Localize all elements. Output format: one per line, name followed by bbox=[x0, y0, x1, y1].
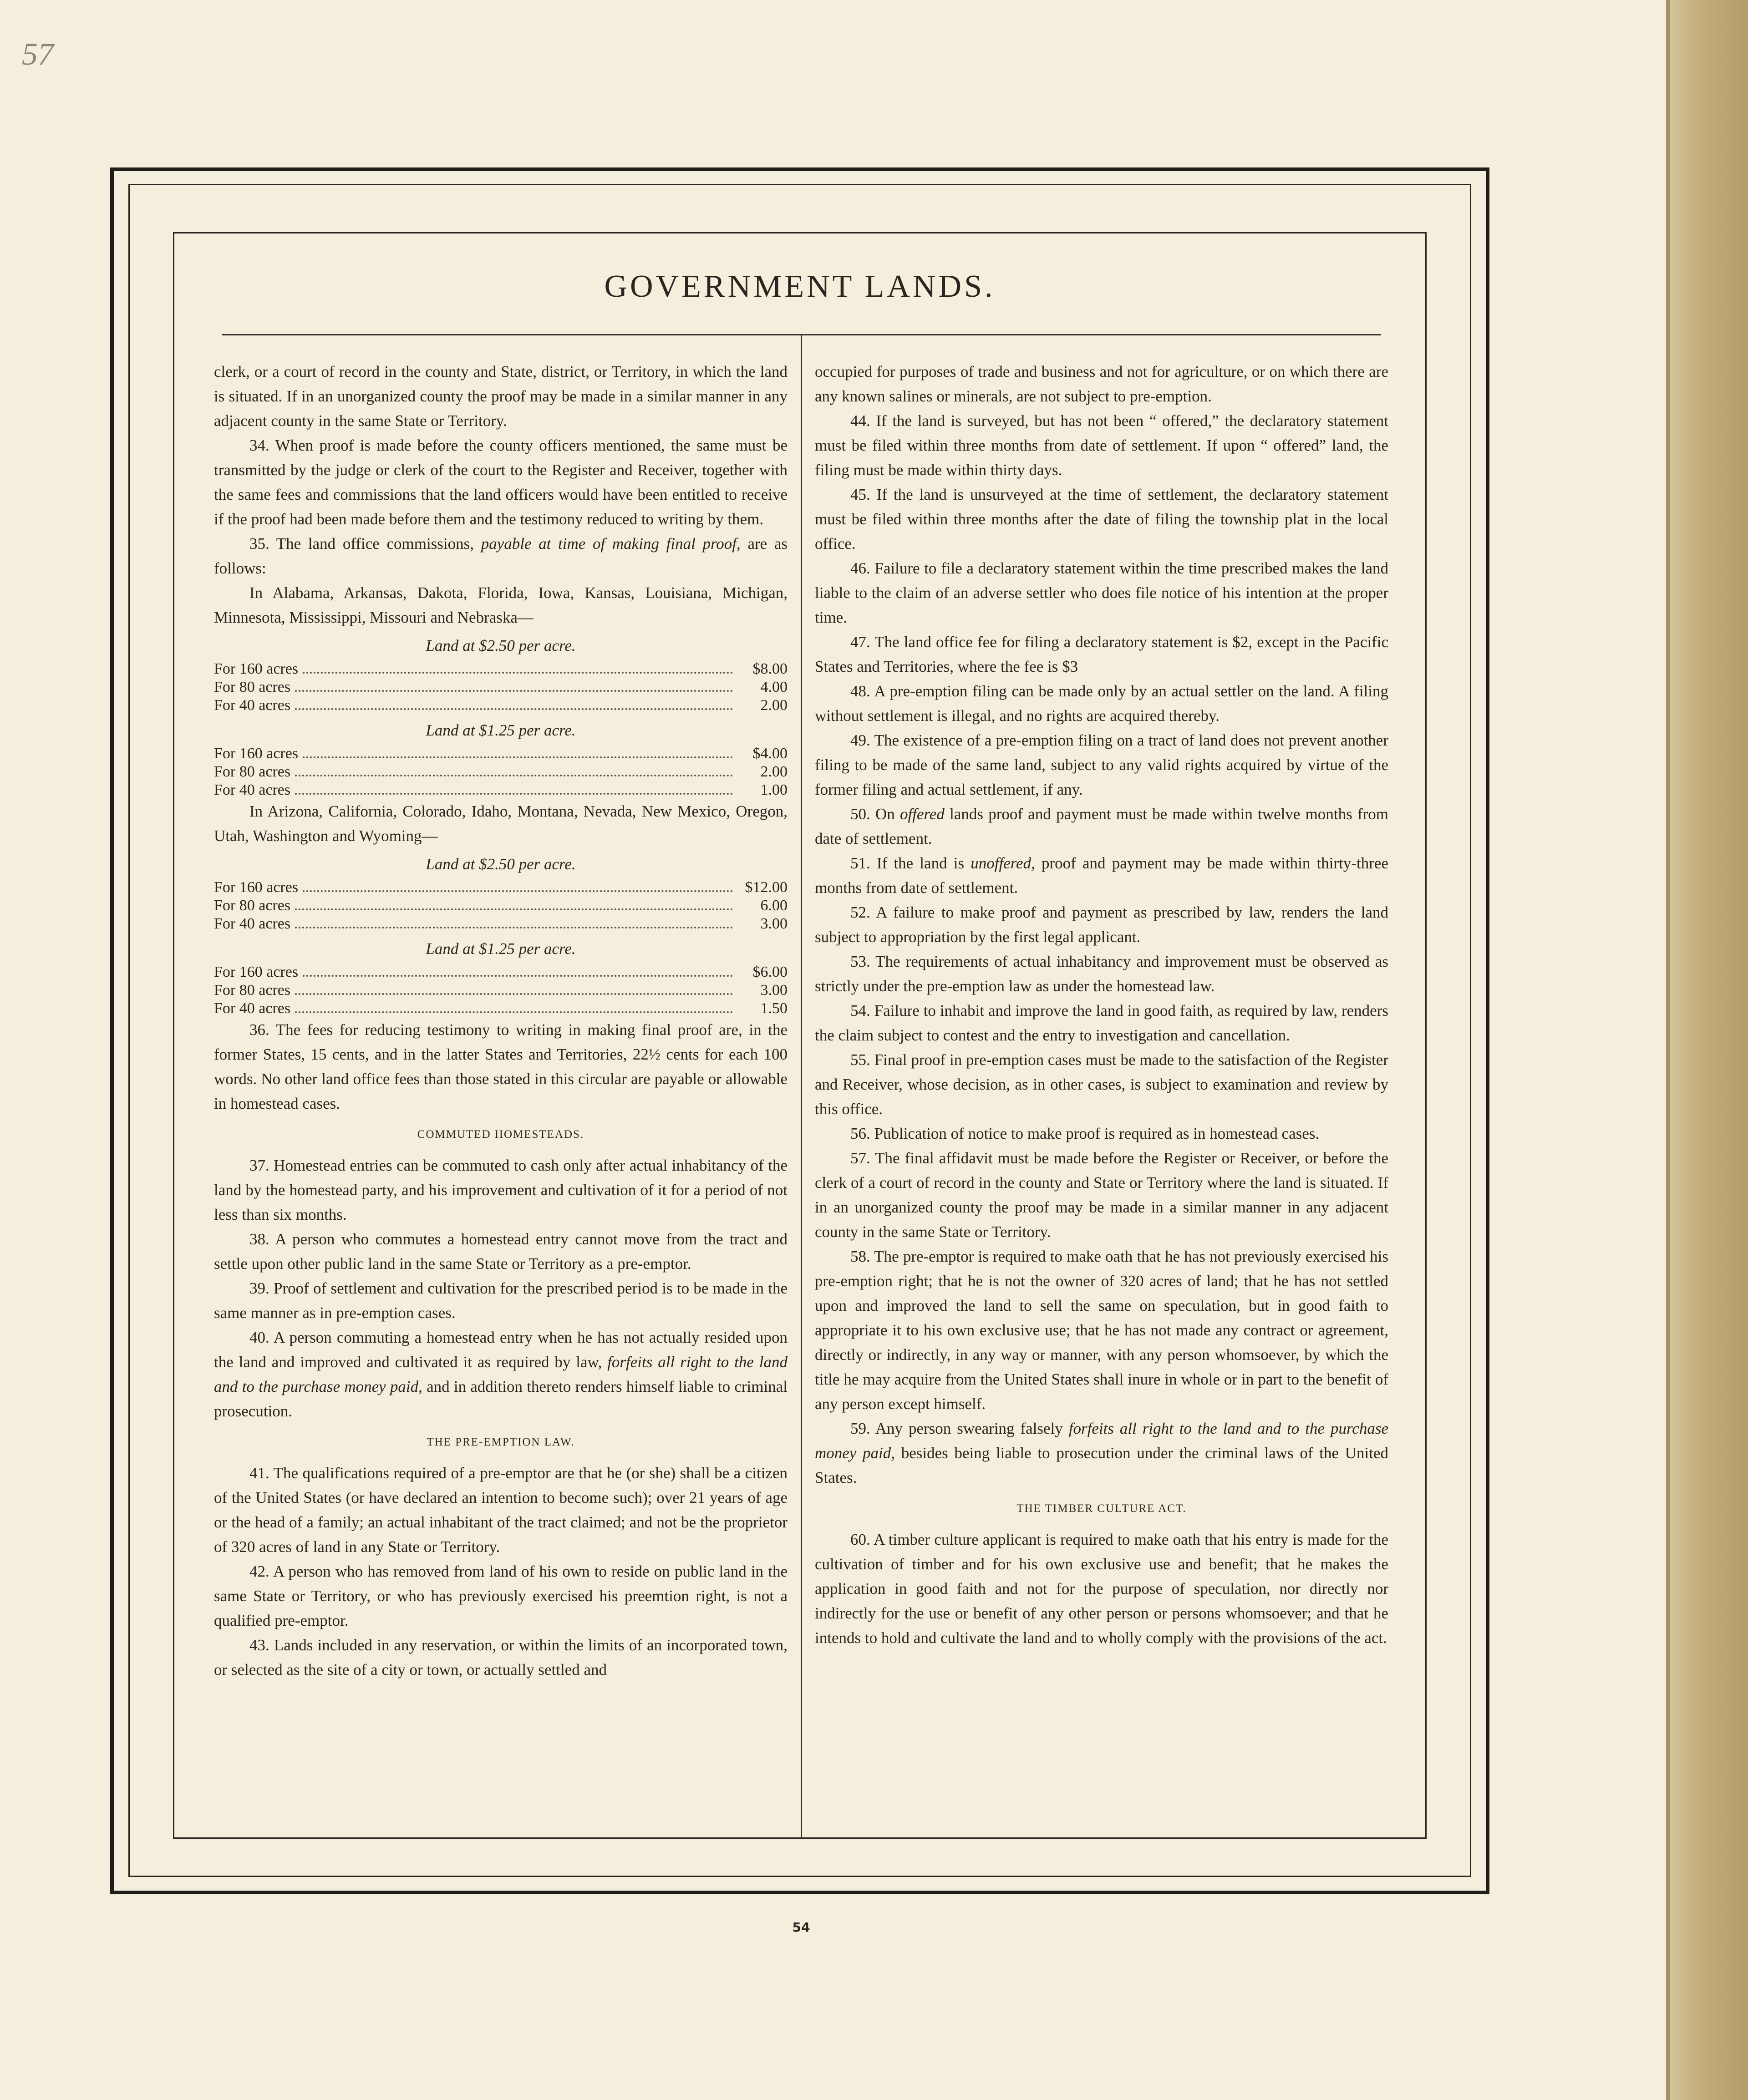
leader-dots bbox=[295, 775, 733, 776]
p50-text-b: lands proof and payment must be made within twelve months from date of settlement. bbox=[815, 805, 1389, 847]
paragraph-59 bbox=[815, 1416, 1388, 1490]
fee-label: For 160 acres bbox=[214, 660, 299, 677]
fee-row bbox=[214, 678, 788, 696]
paragraph-57: 57. The final affidavit must be made before the Register or Receiver, or before the clerk of a court of record in the county and State or Territory where the land is situated. If in an unorganized county the proof may be made in a similar manner in any adjacent county in the same State or Territory. bbox=[815, 1149, 1388, 1241]
leader-dots bbox=[295, 993, 733, 995]
p51-text-b: proof and payment may be made within thirty-three months from date of settlement. bbox=[815, 854, 1388, 897]
fee-table-1-heading: Land at $2.50 per acre. bbox=[426, 637, 576, 654]
fee-row bbox=[214, 781, 788, 799]
leader-dots bbox=[295, 793, 733, 795]
paragraph-48: 48. A pre-emption filing can be made only by an actual settler on the land. A filing without settlement is illegal, and no rights are acquired thereby. bbox=[815, 682, 1388, 725]
paragraph-38: 38. A person who commutes a homestead entry cannot move from the tract and settle upon other public land in the same State or Territory as a pre-emptor. bbox=[214, 1230, 788, 1273]
p59-text-b: besides being liable to prosecution under the criminal laws of the United States. bbox=[815, 1444, 1389, 1486]
p51-emphasis: unoffered, bbox=[971, 854, 1035, 872]
page-edge-binding bbox=[1670, 0, 1748, 2100]
fee-label: For 160 acres bbox=[214, 964, 299, 980]
page-title: GOVERNMENT LANDS. bbox=[604, 269, 996, 304]
paragraph-53: 53. The requirements of actual inhabitancy and improvement must be observed as strictly under the pre-emption law as under the homestead law. bbox=[815, 953, 1388, 995]
fee-label: For 80 acres bbox=[214, 897, 291, 914]
leader-dots bbox=[303, 975, 733, 977]
fee-row bbox=[214, 963, 788, 981]
leader-dots bbox=[295, 1011, 733, 1013]
fee-amount: 4.00 bbox=[760, 679, 788, 695]
fee-table-3 bbox=[214, 878, 788, 933]
page-number: 54 bbox=[792, 1920, 810, 1935]
leader-dots bbox=[295, 927, 733, 928]
fee-label: For 80 acres bbox=[214, 679, 291, 695]
section-heading-timber: THE TIMBER CULTURE ACT. bbox=[1016, 1502, 1187, 1515]
paragraph-40 bbox=[214, 1325, 788, 1424]
fee-amount: 1.00 bbox=[760, 781, 788, 798]
column-divider bbox=[801, 334, 802, 1839]
paragraph-35 bbox=[214, 532, 788, 581]
paragraph-55: 55. Final proof in pre-emption cases must be made to the satisfaction of the Register and Receiver, whose decision, as in other cases, is subject to examination and review by this office. bbox=[815, 1051, 1388, 1118]
states-list-1: In Alabama, Arkansas, Dakota, Florida, Iowa, Kansas, Louisiana, Michigan, Minnesota, Mississippi, Missouri and Nebraska— bbox=[214, 584, 788, 626]
paragraph-56: 56. Publication of notice to make proof is required as in homestead cases. bbox=[850, 1125, 1320, 1142]
p40-text-b: and in addition thereto renders himself liable to criminal prosecution. bbox=[214, 1378, 788, 1420]
p35-emphasis: payable at time of making final proof, bbox=[481, 535, 741, 553]
fee-row bbox=[214, 897, 788, 915]
paragraph-43-cont: occupied for purposes of trade and business and not for agriculture, or on which there are any known salines or minerals, are not subject to pre-emption. bbox=[815, 363, 1388, 405]
paragraph-43: 43. Lands included in any reservation, or within the limits of an incorporated town, or selected as the site of a city or town, or actually settled and bbox=[214, 1636, 788, 1679]
paragraph-51 bbox=[815, 851, 1388, 900]
right-column bbox=[815, 360, 1388, 1650]
fee-amount: $6.00 bbox=[752, 964, 788, 980]
margin-pencil-mark: 57 bbox=[22, 37, 54, 72]
fee-amount: 1.50 bbox=[760, 1000, 788, 1017]
leader-dots bbox=[303, 672, 733, 674]
paragraph-41: 41. The qualifications required of a pre-emptor are that he (or she) shall be a citizen of the United States (or have declared an intention to become such); over 21 years of age or the head of a family; an actual inhabitant of the tract claimed; and not be the proprietor of 320 acres of land in any State or Territory. bbox=[214, 1464, 788, 1556]
fee-label: For 40 acres bbox=[214, 915, 291, 932]
paragraph-50 bbox=[815, 802, 1388, 851]
fee-row bbox=[214, 981, 788, 999]
fee-row bbox=[214, 696, 788, 715]
leader-dots bbox=[303, 756, 733, 758]
p51-text-a: 51. If the land is bbox=[850, 854, 965, 872]
paragraph-54: 54. Failure to inhabit and improve the land in good faith, as required by law, renders the claim subject to contest and the entry to investigation and cancellation. bbox=[815, 1002, 1388, 1044]
paragraph-60: 60. A timber culture applicant is required to make oath that his entry is made for the cultivation of timber and for his own exclusive use and benefit; that he makes the application in good faith and not for the purpose of speculation, nor directly nor indirectly for the use or benefit of any other person or persons whomsoever; and that he intends to hold and cultivate the land and to wholly comply with the provisions of the act. bbox=[815, 1531, 1388, 1647]
fee-row bbox=[214, 763, 788, 781]
p50-text-a: 50. On bbox=[850, 805, 895, 823]
paragraph-58: 58. The pre-emptor is required to make oath that he has not previously exercised his pre-emption right; that he is not the owner of 320 acres of land; that he has not settled upon and improved the land to sell the same on speculation, but in good faith to appropriate it to his own exclusive use; that he has not made any contract or agreement, directly or indirectly, in any way or manner, with any person whomsoever, by which the title he may acquire from the United States shall inure in whole or in part to the benefit of any person except himself. bbox=[815, 1248, 1388, 1413]
leader-dots bbox=[295, 708, 733, 710]
paragraph-44: 44. If the land is surveyed, but has not been “ offered,” the declaratory statement must be filed within three months from date of settlement. If upon “ offered” land, the filing must be made within thirty days. bbox=[815, 412, 1388, 479]
paragraph-42: 42. A person who has removed from land of his own to reside on public land in the same State or Territory, or who has previously exercised his preemtion right, is not a qualified pre-emptor. bbox=[214, 1562, 788, 1629]
fee-amount: 2.00 bbox=[760, 697, 788, 714]
leader-dots bbox=[295, 690, 733, 692]
fee-label: For 160 acres bbox=[214, 745, 299, 762]
paragraph-52: 52. A failure to make proof and payment as prescribed by law, renders the land subject to appropriation by the first legal applicant. bbox=[815, 903, 1388, 946]
fee-table-2 bbox=[214, 745, 788, 799]
fee-amount: 3.00 bbox=[760, 915, 788, 932]
section-heading-preemption: THE PRE-EMPTION LAW. bbox=[427, 1436, 575, 1448]
fee-amount: 3.00 bbox=[760, 982, 788, 999]
p59-emphasis: forfeits all right to the land and to the purchase money paid, bbox=[815, 1420, 1388, 1462]
fee-table-4 bbox=[214, 963, 788, 1018]
paragraph-47: 47. The land office fee for filing a declaratory statement is $2, except in the Pacific States and Territories, where the fee is $3 bbox=[815, 633, 1388, 675]
fee-table-4-heading: Land at $1.25 per acre. bbox=[426, 940, 576, 958]
p59-text-a: 59. Any person swearing falsely bbox=[850, 1420, 1063, 1437]
left-column bbox=[214, 360, 788, 1682]
fee-table-3-heading: Land at $2.50 per acre. bbox=[426, 855, 576, 873]
fee-label: For 160 acres bbox=[214, 879, 299, 896]
p35-text-b: are as follows: bbox=[214, 535, 788, 577]
fee-label: For 80 acres bbox=[214, 982, 291, 999]
states-list-2: In Arizona, California, Colorado, Idaho, Montana, Nevada, New Mexico, Oregon, Utah, Washington and Wyoming— bbox=[214, 802, 788, 845]
p40-text-a: 40. A person commuting a homestead entry when he has not actually resided upon the land and improved and cultivated it as required by law, bbox=[214, 1329, 788, 1371]
paragraph-34: 34. When proof is made before the county officers mentioned, the same must be transmitted by the judge or clerk of the court to the Register and Receiver, together with the same fees and commissions that the land officers would have been entitled to receive if the proof had been made before them and the testimony reduced to writing by them. bbox=[214, 436, 788, 528]
fee-table-2-heading: Land at $1.25 per acre. bbox=[426, 721, 576, 739]
p35-text-a: 35. The land office commissions, bbox=[249, 535, 474, 553]
fee-amount: 6.00 bbox=[760, 897, 788, 914]
paragraph-49: 49. The existence of a pre-emption filing on a tract of land does not prevent another filing to be made of the same land, subject to any valid rights acquired by virtue of the former filing and actual settlement, if any. bbox=[815, 731, 1388, 798]
p50-emphasis: offered bbox=[900, 805, 945, 823]
fee-amount: $4.00 bbox=[752, 745, 788, 762]
fee-row bbox=[214, 999, 788, 1018]
paragraph-46: 46. Failure to file a declaratory statement within the time prescribed makes the land liable to the claim of an adverse settler who does file notice of his intention at the proper time. bbox=[815, 559, 1388, 626]
fee-row bbox=[214, 745, 788, 763]
fee-amount: $8.00 bbox=[752, 660, 788, 677]
leader-dots bbox=[303, 890, 733, 892]
fee-amount: 2.00 bbox=[760, 763, 788, 780]
paragraph-36: 36. The fees for reducing testimony to writing in making final proof are, in the former States, 15 cents, and in the latter States and Territories, 22½ cents for each 100 words. No other land office fees than those stated in this circular are payable or allowable in homestead cases. bbox=[214, 1021, 788, 1112]
paragraph-39: 39. Proof of settlement and cultivation for the prescribed period is to be made in the same manner as in pre-emption cases. bbox=[214, 1279, 788, 1322]
fee-label: For 40 acres bbox=[214, 1000, 291, 1017]
fee-table-1 bbox=[214, 660, 788, 715]
fee-amount: $12.00 bbox=[745, 879, 788, 896]
fee-label: For 40 acres bbox=[214, 697, 291, 714]
paragraph-45: 45. If the land is unsurveyed at the time of settlement, the declaratory statement must be filed within three months after the date of filing the township plat in the local office. bbox=[815, 486, 1388, 553]
fee-row bbox=[214, 660, 788, 678]
fee-row bbox=[214, 915, 788, 933]
fee-label: For 80 acres bbox=[214, 763, 291, 780]
p40-emphasis: forfeits all right to the land and to the purchase money paid, bbox=[214, 1353, 788, 1395]
paragraph-37: 37. Homestead entries can be commuted to cash only after actual inhabitancy of the land by the homestead party, and his improvement and cultivation of it for a period of not less than six months. bbox=[214, 1157, 788, 1223]
paragraph-33-cont: clerk, or a court of record in the county and State, district, or Territory, in which the land is situated. If in an unorganized county the proof may be made in a similar manner in any adjacent county in the same State or Territory. bbox=[214, 363, 788, 430]
section-heading-commuted: COMMUTED HOMESTEADS. bbox=[417, 1128, 584, 1141]
fee-label: For 40 acres bbox=[214, 781, 291, 798]
fee-row bbox=[214, 878, 788, 897]
leader-dots bbox=[295, 908, 733, 910]
